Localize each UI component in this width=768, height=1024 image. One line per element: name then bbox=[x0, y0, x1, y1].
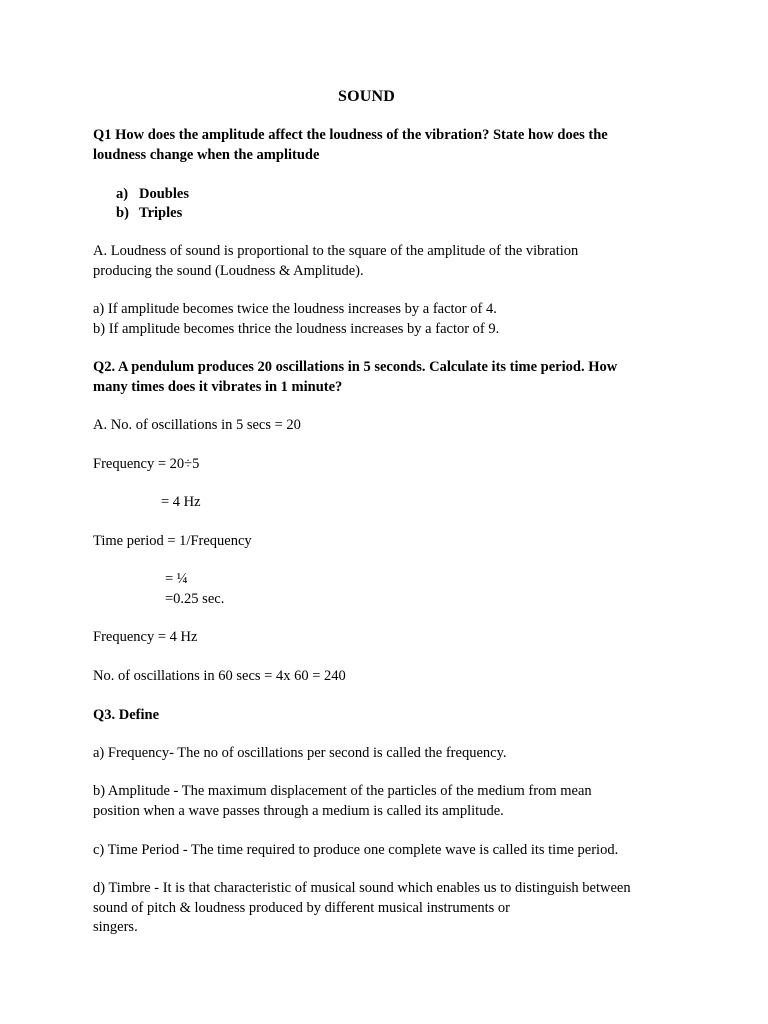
q3-question: Q3. Define bbox=[93, 707, 160, 723]
q1-answer-line-2: producing the sound (Loudness & Amplitude). bbox=[93, 263, 364, 279]
q2-question-line-2: many times does it vibrates in 1 minute? bbox=[93, 379, 343, 395]
q2-oscillations-per-minute: No. of oscillations in 60 secs = 4x 60 = 240 bbox=[93, 668, 346, 684]
q1-point-b: b) If amplitude becomes thrice the loudness increases by a factor of 9. bbox=[93, 321, 500, 337]
q2-frequency-formula: Frequency = 20÷5 bbox=[93, 456, 200, 472]
q3-definition-frequency: a) Frequency- The no of oscillations per second is called the frequency. bbox=[93, 745, 507, 761]
q1-option-a-text: Doubles bbox=[139, 186, 189, 202]
q3-definition-timbre-line-3: singers. bbox=[93, 919, 138, 935]
page-title: SOUND bbox=[338, 88, 396, 105]
q3-definition-time-period: c) Time Period - The time required to produce one complete wave is called its time period. bbox=[93, 842, 619, 858]
q2-answer-oscillations: A. No. of oscillations in 5 secs = 20 bbox=[93, 417, 301, 433]
q1-question-line-2: loudness change when the amplitude bbox=[93, 147, 320, 163]
q2-question-line-1: Q2. A pendulum produces 20 oscillations in 5 seconds. Calculate its time period. How bbox=[93, 359, 618, 375]
q2-frequency-restated: Frequency = 4 Hz bbox=[93, 629, 198, 645]
q1-answer-line-1: A. Loudness of sound is proportional to the square of the amplitude of the vibration bbox=[93, 243, 579, 259]
q1-point-a: a) If amplitude becomes twice the loudness increases by a factor of 4. bbox=[93, 301, 497, 317]
q3-definition-amplitude-line-1: b) Amplitude - The maximum displacement of the particles of the medium from mean bbox=[93, 783, 592, 799]
q1-option-a bbox=[116, 185, 189, 205]
q1-option-b-text: Triples bbox=[139, 205, 183, 221]
q2-frequency-result: = 4 Hz bbox=[161, 494, 201, 510]
q1-option-b bbox=[116, 204, 182, 224]
q2-time-period-formula: Time period = 1/Frequency bbox=[93, 533, 252, 549]
q1-question-line-1: Q1 How does the amplitude affect the loudness of the vibration? State how does the bbox=[93, 127, 608, 143]
q3-definition-timbre-line-2: sound of pitch & loudness produced by different musical instruments or bbox=[93, 900, 510, 916]
q3-definition-amplitude-line-2: position when a wave passes through a medium is called its amplitude. bbox=[93, 803, 504, 819]
q1-option-b-label: b) bbox=[116, 205, 129, 221]
q2-time-period-fraction: = ¼ bbox=[165, 571, 188, 587]
q3-definition-timbre-line-1: d) Timbre - It is that characteristic of musical sound which enables us to distinguish between bbox=[93, 880, 631, 896]
q1-option-a-label: a) bbox=[116, 186, 129, 202]
q2-time-period-result: =0.25 sec. bbox=[165, 591, 225, 607]
